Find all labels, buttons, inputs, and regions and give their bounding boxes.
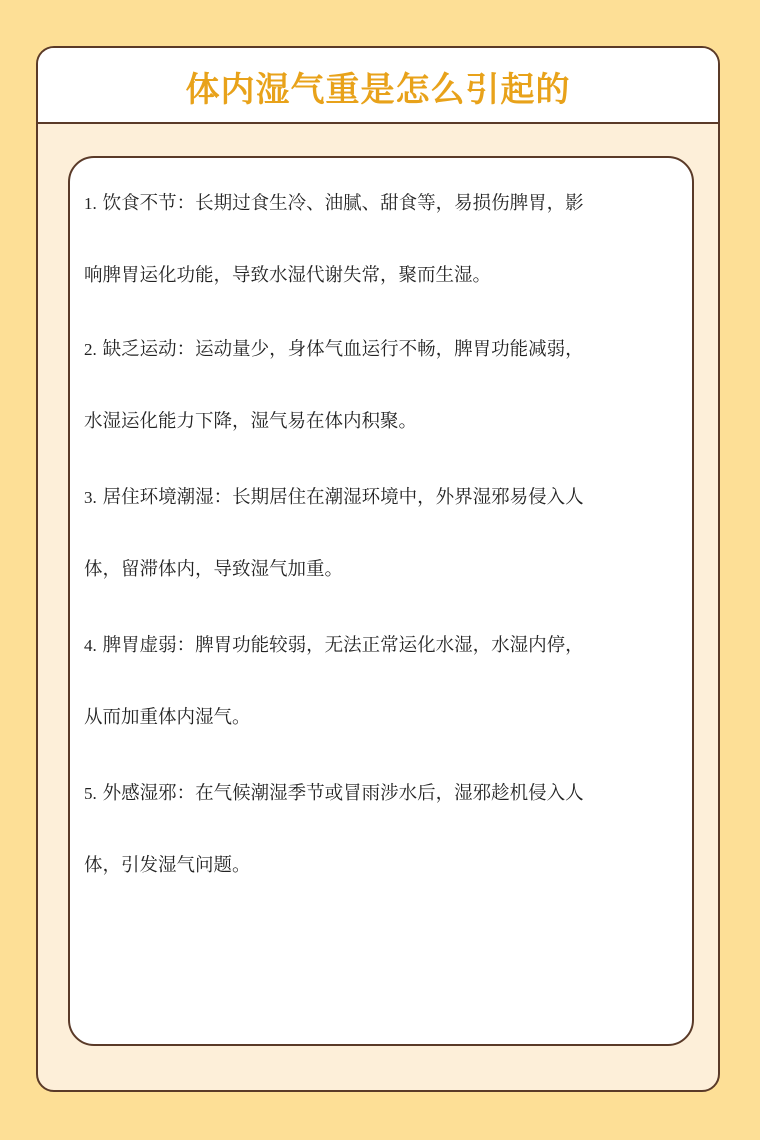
item-text-line: 脾胃虚弱：脾胃功能较弱，无法正常运化水湿，水湿内停， bbox=[102, 635, 584, 656]
item-number: 1. bbox=[84, 194, 97, 213]
item-number: 2. bbox=[84, 340, 97, 359]
list-item bbox=[84, 462, 684, 606]
outer-card bbox=[36, 46, 720, 1092]
item-text-line: 从而加重体内湿气。 bbox=[84, 707, 251, 728]
list-item bbox=[84, 168, 684, 312]
item-text-line: 缺乏运动：运动量少，身体气血运行不畅，脾胃功能减弱， bbox=[102, 339, 584, 360]
item-text-line: 外感湿邪：在气候潮湿季节或冒雨涉水后，湿邪趁机侵入人 bbox=[102, 783, 584, 804]
item-text-line: 居住环境潮湿：长期居住在潮湿环境中，外界湿邪易侵入人 bbox=[102, 487, 584, 508]
item-text-line: 水湿运化能力下降，湿气易在体内积聚。 bbox=[84, 411, 418, 432]
item-text-line: 体，引发湿气问题。 bbox=[84, 855, 251, 876]
list-item bbox=[84, 610, 684, 754]
list-item bbox=[84, 758, 684, 902]
list-item bbox=[84, 314, 684, 458]
item-number: 5. bbox=[84, 784, 97, 803]
header-bar bbox=[38, 48, 718, 124]
item-text-line: 饮食不节：长期过食生冷、油腻、甜食等，易损伤脾胃，影 bbox=[102, 193, 584, 214]
item-text-line: 体，留滞体内，导致湿气加重。 bbox=[84, 559, 344, 580]
content-card bbox=[68, 156, 694, 1046]
page-title: 体内湿气重是怎么引起的 bbox=[185, 69, 571, 110]
item-number: 3. bbox=[84, 488, 97, 507]
item-text-line: 响脾胃运化功能，导致水湿代谢失常，聚而生湿。 bbox=[84, 265, 492, 286]
item-number: 4. bbox=[84, 636, 97, 655]
